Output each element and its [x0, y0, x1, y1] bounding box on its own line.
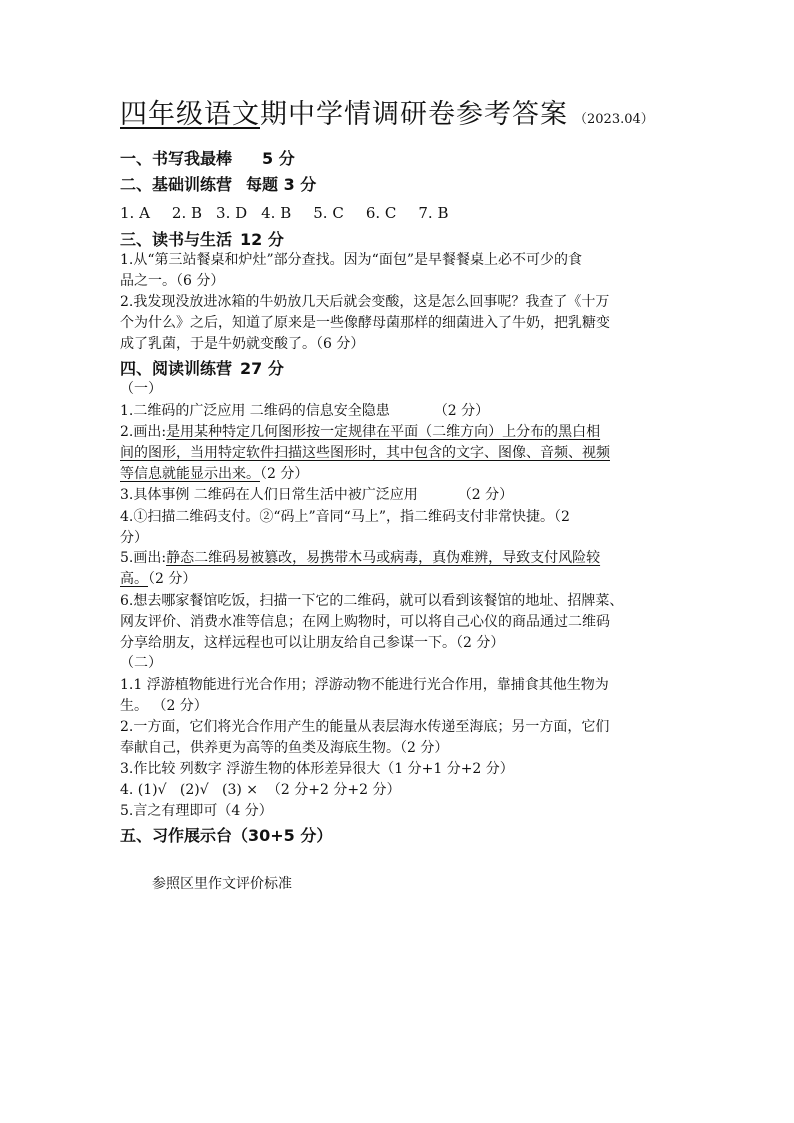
underlined-text: 是用某种特定几何图形按一定规律在平面（二维方向）上分布的黑白相 [166, 424, 601, 440]
s4-answer-4-line2: 分） [120, 530, 148, 546]
s4-answer-1 [120, 401, 680, 422]
answer-score: （2 分） [260, 466, 309, 482]
section-3-title: 三、读书与生活 [120, 230, 233, 249]
section-2-heading [120, 174, 680, 195]
page-title [120, 92, 654, 131]
answer-item: 5. C [313, 204, 344, 222]
underlined-text: 等信息就能显示出来。 [120, 466, 260, 482]
s4b-answer-1-line1: 1.1 浮游植物能进行光合作用；浮游动物不能进行光合作用，靠捕食其他生物为 [120, 677, 609, 693]
answer-item: 2. B [171, 204, 203, 222]
answer-text: 3.具体事例 二维码在人们日常生活中被广泛应用 [120, 487, 418, 503]
s3-line: 个为什么》之后，知道了原来是一些像酵母菌那样的细菌进入了牛奶，把乳糖变 [120, 315, 610, 331]
s3-line: 1.从“第三站餐桌和炉灶”部分查找。因为“面包”是早餐餐桌上必不可少的食 [120, 252, 582, 268]
answer-score: （2 分） [457, 487, 514, 503]
s4-answer-6-line2: 网友评价、消费水准等信息；在网上购物时，可以将自己心仪的商品通过二维码 [120, 614, 610, 630]
part-2-label: （二） [120, 655, 162, 671]
s4b-answer-5: 5.言之有理即可（4 分） [120, 803, 273, 819]
section-2-score: 每题 3 分 [246, 175, 317, 194]
title-grade: 四年级 [120, 99, 204, 130]
answer-item: 7. B [418, 204, 449, 222]
s4-answer-5-line1 [120, 548, 680, 569]
s4b-answer-4: 4. (1)√ (2)√ (3) × （2 分+2 分+2 分） [120, 782, 401, 798]
answer-item: 1. A [120, 204, 150, 222]
s4-answer-6-line1: 6.想去哪家餐馆吃饭，扫描一下它的二维码，就可以看到该餐馆的地址、招牌菜、 [120, 593, 624, 609]
section-1-heading [120, 148, 680, 169]
title-subject: 语文 [204, 99, 260, 130]
title-date: （2023.04） [574, 112, 654, 127]
answer-item: 3. D [216, 204, 248, 222]
s4-answer-6-line3: 分享给朋友，这样远程也可以让朋友给自己参谋一下。（2 分） [120, 635, 505, 651]
answer-text: 1.二维码的广泛应用 二维码的信息安全隐患 [120, 403, 390, 419]
answer-prefix: 5.画出: [120, 550, 167, 566]
underlined-text: 间的图形，当用特定软件扫描这些图形时，其中包含的文字、图像、音频、视频 [120, 445, 610, 461]
s4-answer-2-line1 [120, 422, 680, 443]
section-5-note: 参照区里作文评价标准 [152, 876, 292, 892]
s4-answer-3 [120, 485, 680, 506]
section-4-title: 四、阅读训练营 [120, 359, 233, 378]
section-4-heading [120, 358, 680, 379]
s4b-answer-2-line2: 奉献自己，供养更为高等的鱼类及海底生物。（2 分） [120, 740, 449, 756]
section-3-heading [120, 229, 680, 250]
s4-answer-4-line1: 4.①扫描二维码支付。②“码上”音同“马上”，指二维码支付非常快捷。（2 [120, 509, 570, 525]
answer-score: （2 分） [148, 571, 197, 587]
s3-line: 2.我发现没放进冰箱的牛奶放几天后就会变酸，这是怎么回事呢？我查了《十万 [120, 294, 610, 310]
underlined-text: 高。 [120, 571, 148, 587]
answer-item: 6. C [365, 204, 397, 222]
s4-answer-5-line2 [120, 569, 680, 590]
s4-answer-2-line3 [120, 464, 680, 485]
section-2-answers [120, 203, 680, 224]
answer-score: （2 分） [433, 403, 490, 419]
section-3-score: 12 分 [240, 230, 284, 249]
section-5-heading: 五、习作展示台（30+5 分） [120, 826, 333, 845]
section-1-score: 5 分 [262, 149, 295, 168]
s3-line: 品之一。（6 分） [120, 273, 225, 289]
s4-answer-2-line2 [120, 443, 680, 464]
answer-item: 4. B [261, 204, 292, 222]
section-4-score: 27 分 [240, 359, 284, 378]
part-1-label: （一） [120, 381, 162, 397]
section-1-title: 一、书写我最棒 [120, 149, 233, 168]
s3-line: 成了乳菌，于是牛奶就变酸了。（6 分） [120, 336, 365, 352]
s4b-answer-1-line2: 生。 （2 分） [120, 698, 208, 714]
title-rest: 期中学情调研卷参考答案 [260, 99, 568, 130]
s4b-answer-3: 3.作比较 列数字 浮游生物的体形差异很大（1 分+1 分+2 分） [120, 761, 514, 777]
s4b-answer-2-line1: 2.一方面，它们将光合作用产生的能量从表层海水传递至海底；另一方面，它们 [120, 719, 610, 735]
answer-prefix: 2.画出: [120, 424, 167, 440]
section-2-title: 二、基础训练营 [120, 175, 233, 194]
underlined-text: 静态二维码易被篡改，易携带木马或病毒，真伪难辨，导致支付风险较 [166, 550, 601, 566]
